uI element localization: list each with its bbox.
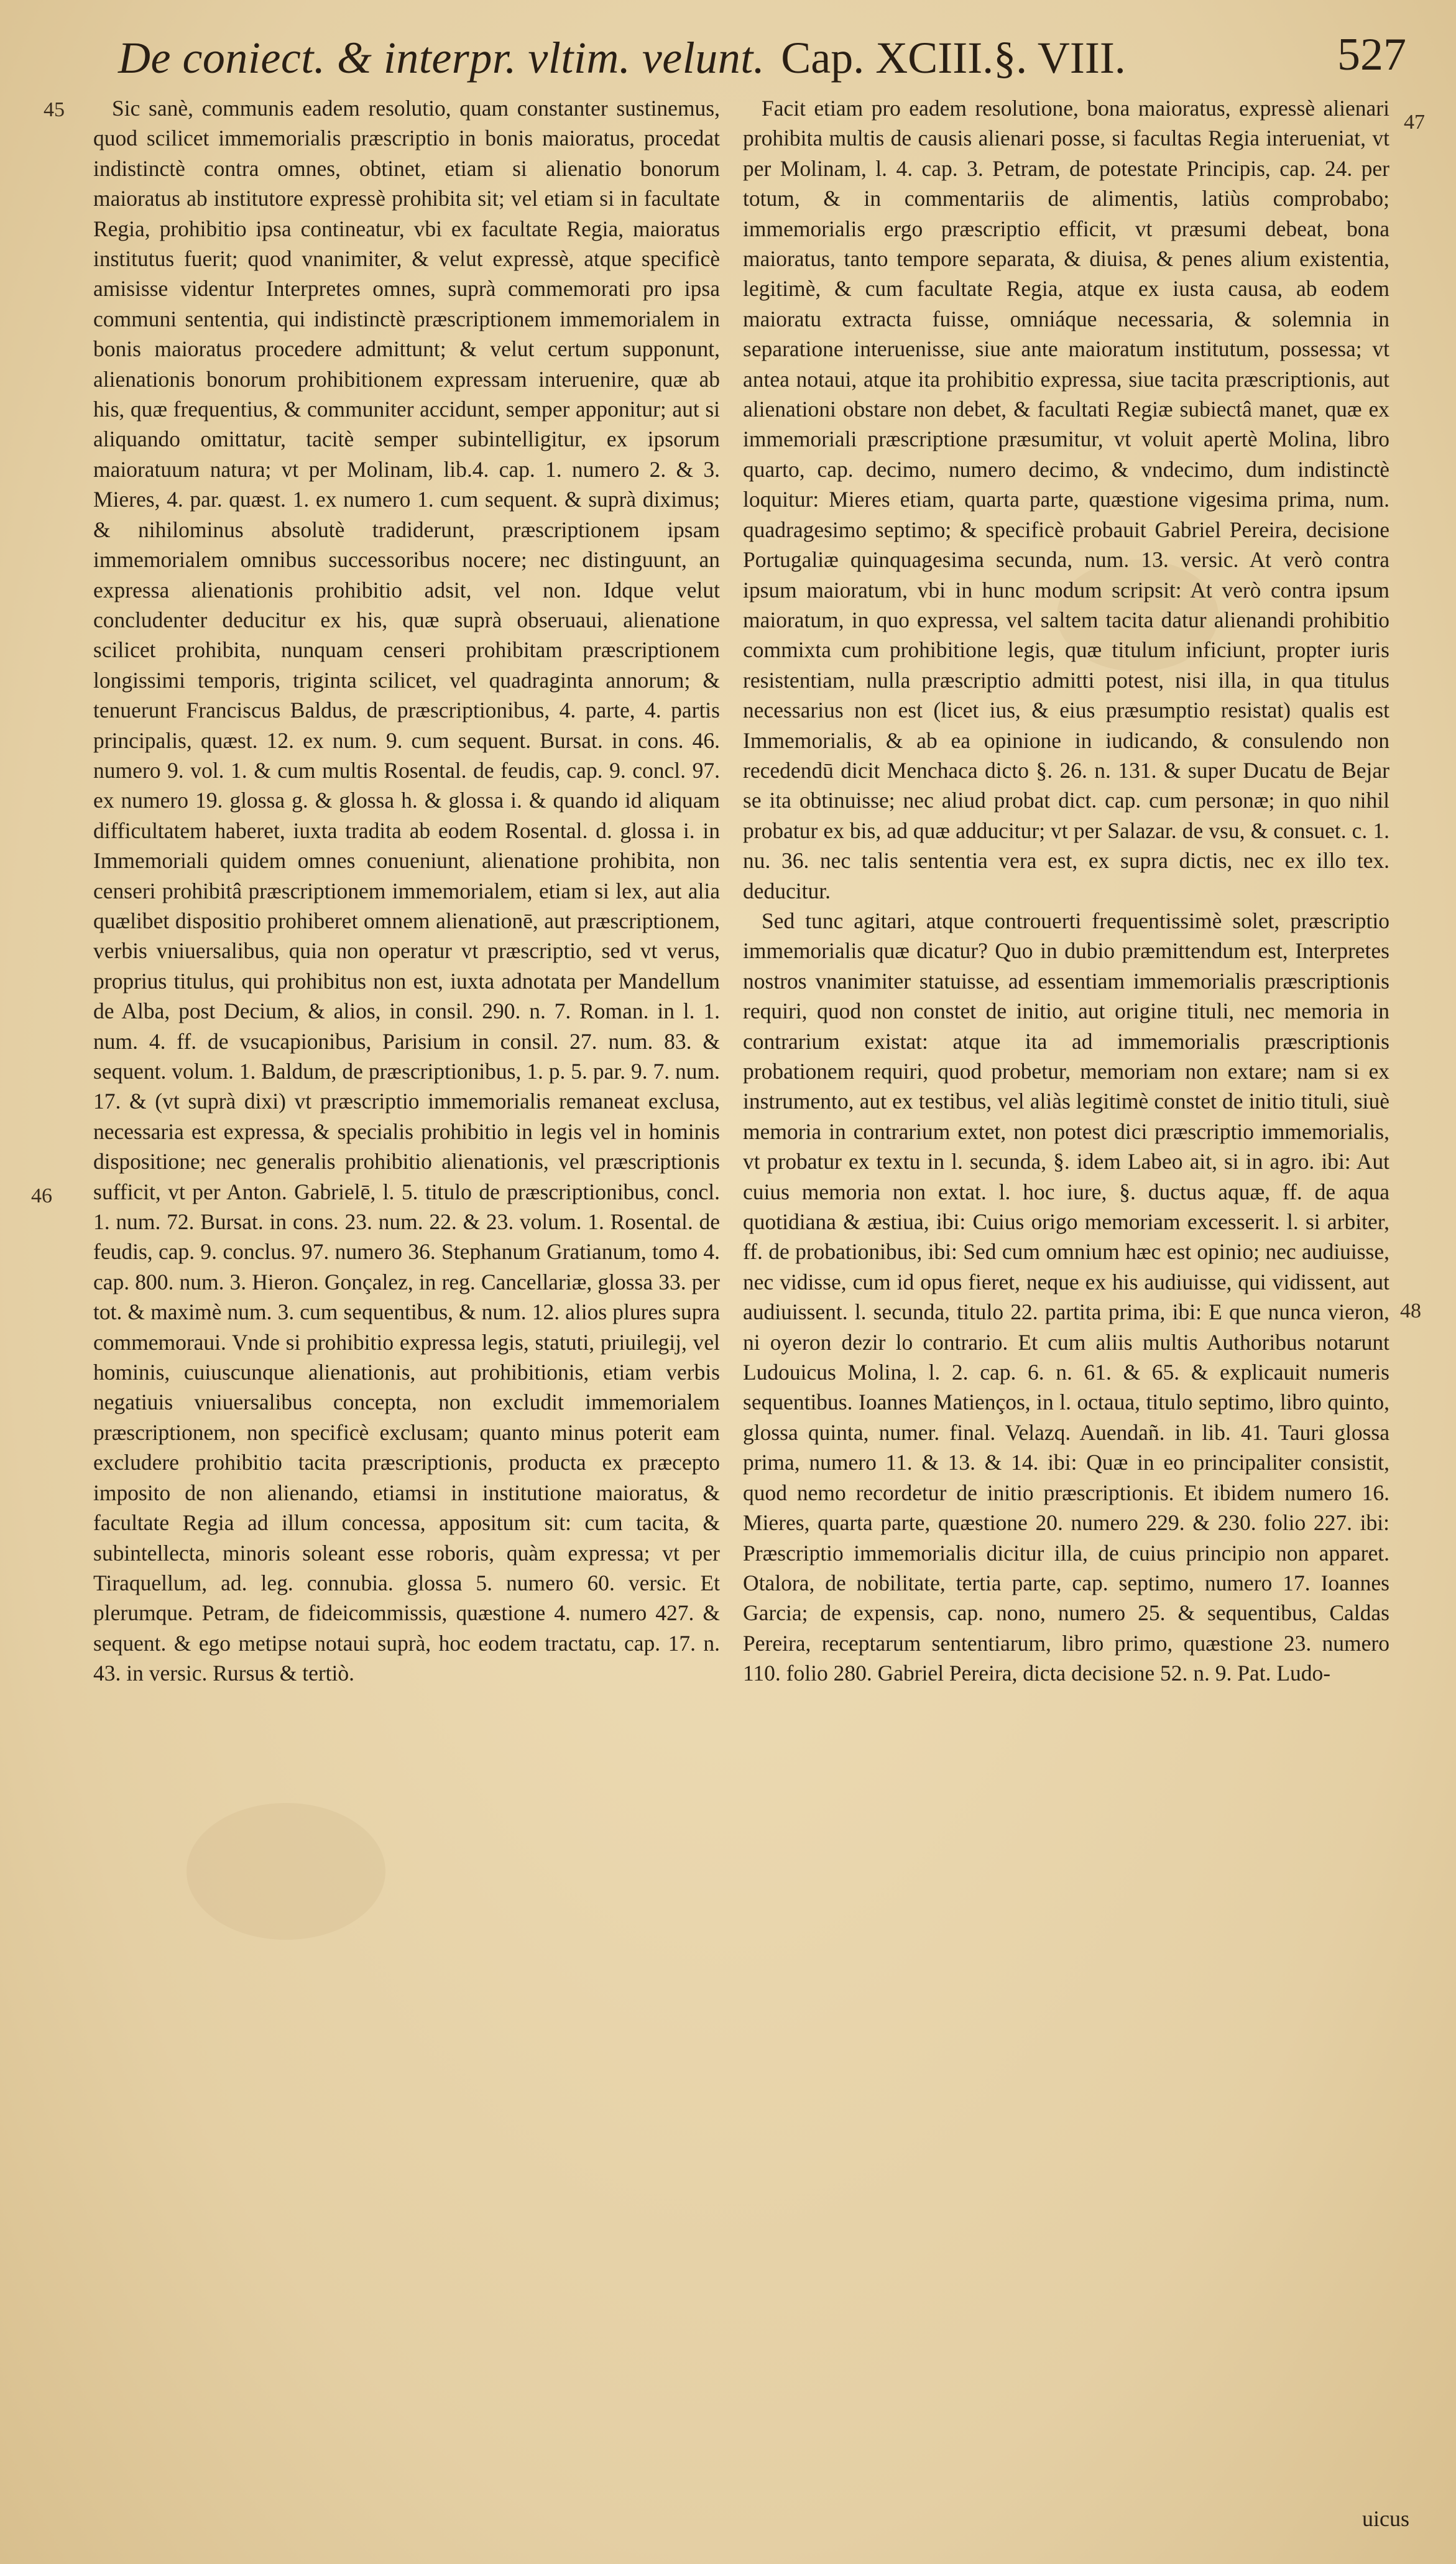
left-column bbox=[93, 93, 720, 1689]
page-number: 527 bbox=[1337, 29, 1406, 80]
catchword: uicus bbox=[1362, 2506, 1409, 2531]
paragraph: Sic sanè, communis eadem resolutio, quam constanter sustinemus, quod scilicet immemorialis præscriptio in bonis maioratus, procedat indistinctè contra omnes, obtinet, etiam si alienatio bonorum maioratus ab institutore expressè prohibita sit; vel etiam si in facultate Regia, prohibitio ipsa contineatur, vbi ex facultate Regia, maioratus institutus fuerit; quod vnanimiter, & velut expressè, atque specificè amisisse videntur Interpretes omnes, suprà commemorati pro ipsa communi sententia, qui indistinctè præscriptionem immemorialem in bonis maioratus procedere admittunt; & velut certum supponunt, alienationis bonorum prohibitionem expressam interuenire, quæ ab his, quæ frequentius, & communiter accidunt, semper apponitur; aut si aliquando omittatur, tacitè semper subintelligitur, ex ipsorum maioratuum natura; vt per Molinam, lib.4. cap. 1. numero 2. & 3. Mieres, 4. par. quæst. 1. ex numero 1. cum sequent. & suprà diximus; & nihilominus absolutè tradiderunt, præscriptionem ipsam immemorialem omnibus successoribus nocere; nec distinguunt, an expressa alienationis prohibitio adsit, vel non. Idque velut concludenter deducitur ex his, quæ suprà obseruaui, alienatione scilicet prohibita, nunquam censeri prohibitam præscriptionem longissimi temporis, triginta scilicet, vel quadraginta annorum; & tenuerunt Franciscus Baldus, de præscriptionibus, 4. parte, 4. partis principalis, quæst. 12. ex num. 9. cum sequent. Bursat. in cons. 46. numero 9. vol. 1. & cum multis Rosental. de feudis, cap. 9. concl. 97. ex numero 19. glossa g. & glossa h. & glossa i. & quando id aliquam difficultatem haberet, iuxta tradita ab eodem Rosental. d. glossa i. in Immemoriali quidem omnes conueniunt, alienatione prohibita, non censeri prohibitâ præscriptionem immemorialem, etiam si lex, aut alia quælibet dispositio prohiberet omnem alienationē, aut præscriptionem, verbis vniuersalibus, quia non operatur vt præscriptio, sed vt verus, proprius titulus, qui prohibitus non est, iuxta adnotata per Mandellum de Alba, post Decium, & alios, in consil. 290. n. 7. Roman. in l. 1. num. 4. ff. de vsucapionibus, Parisium in consil. 27. num. 83. & sequent. volum. 1. Baldum, de præscriptionibus, 1. p. 5. par. 9. 7. num. 17. & (vt suprà dixi) vt præscriptio immemorialis remaneat exclusa, necessaria est expressa, & specialis prohibitio in legis vel in hominis dispositione; nec generalis prohibitio alienationis, vel præscriptionis sufficit, vt per Anton. Gabrielē, l. 5. titulo de præscriptionibus, concl. 1. num. 72. Bursat. in cons. 23. num. 22. & 23. volum. 1. Rosental. de feudis, cap. 9. conclus. 97. numero 36. Stephanum Gratianum, tomo 4. cap. 800. num. 3. Hieron. Gonçalez, in reg. Cancellariæ, glossa 33. per tot. & maximè num. 3. cum sequentibus, & num. 12. alios plures supra commemoraui. Vnde si prohibitio expressa legis, statuti, priuilegij, vel hominis, cuiuscunque alienationis, aut prohibitionis, etiam verbis negatiuis vniuersalibus concepta, non excludit immemorialem præscriptionem, non specificè exclusam; quanto minus poterit eam excludere prohibitio tacita præscriptionis, producta ex præcepto imposito de non alienando, etiamsi in institutione maioratus, & facultate Regia ad illum concessa, appositum sit: cum tacita, & subintellecta, minoris soleant esse roboris, quàm expressa; vt per Tiraquellum, ad. leg. connubia. glossa 5. numero 60. versic. Et plerumque. Petram, de fideicommissis, quæstione 4. numero 427. & sequent. & ego metipse notaui suprà, hoc eodem tractatu, cap. 17. n. 43. in versic. Rursus & tertiò. bbox=[93, 96, 720, 1686]
margin-number-46: 46 bbox=[31, 1184, 52, 1207]
running-title: De coniect. & interpr. vltim. velunt. bbox=[118, 33, 765, 83]
right-column bbox=[743, 93, 1389, 1689]
paper-stain bbox=[187, 1803, 385, 1940]
paragraph: Sed tunc agitari, atque controuerti frequentissimè solet, præscriptio immemorialis quæ dicatur? Quo in dubio præmittendum est, Interpretes nostros vnanimiter statuisse, ad essentiam immemorialis præscriptionis requiri, quod non constet de initio, aut origine tituli, nec memoria in contrarium existat: atque ita ad immemorialis præscriptionis probationem requiri, quod probetur, memoriam non extare; nam si ex instrumento, aut ex testibus, vel aliàs legitimè constet de initio tituli, siuè memoria in contrarium extet, non potest dici præscriptio immemorialis, vt probatur ex textu in l. secunda, §. idem Labeo ait, si in agro. ibi: Aut cuius memoria non extat. l. hoc iure, §. ductus aquæ, ff. de aqua quotidiana & æstiua, ibi: Cuius origo memoriam excesserit. l. si arbiter, ff. de probationibus, ibi: Sed cum omnium hæc est opinio; nec audiuisse, nec vidisse, cum id opus fieret, neque ex his audiuisse, qui vidissent, aut audiuissent. l. secunda, titulo 22. partita prima, ibi: E que nunca vieron, ni oyeron dezir lo contrario. Et cum aliis multis Authoribus notarunt Ludouicus Molina, l. 2. cap. 6. n. 61. & 65. & explicauit numeris sequentibus. Ioannes Matienços, in l. octaua, titulo septimo, libro quinto, glossa quinta, numer. final. Velazq. Auendañ. in lib. 41. Tauri glossa prima, numero 11. & 13. & 14. ibi: Quæ in eo principaliter consistit, quod nemo recordetur de initio præscriptionis. Et ibidem numero 16. Mieres, quarta parte, quæstione 20. numero 229. & 230. folio 227. ibi: Præscriptio immemorialis dicitur illa, de cuius principio non apparet. Otalora, de nobilitate, tertia parte, cap. septimo, numero 17. Ioannes Garcia; de expensis, cap. nono, numero 25. & sequentibus, Caldas Pereira, receptarum sententiarum, libro primo, quæstione 23. numero 110. folio 280. Gabriel Pereira, dicta decisione 52. n. 9. Pat. Ludo- bbox=[743, 908, 1389, 1686]
running-header bbox=[118, 29, 1419, 84]
margin-number-47: 47 bbox=[1404, 111, 1425, 134]
chapter-reference: Cap. XCIII.§. VIII. bbox=[781, 33, 1126, 83]
margin-number-48: 48 bbox=[1400, 1299, 1421, 1322]
margin-number-45: 45 bbox=[44, 98, 65, 121]
paragraph: Facit etiam pro eadem resolutione, bona maioratus, expressè alienari prohibita multis de causis alienari posse, si facultas Regia interueniat, vt per Molinam, l. 4. cap. 3. Petram, de potestate Principis, cap. 24. per totum, & in commentariis de alimentis, latiùs comprobabo; immemorialis ergo præscriptio efficit, vt præsumi debeat, bona maioratus, tanto tempore separata, & diuisa, & penes alium existentia, legitimè, & cum facultate Regia, atque ex iusta causa, ab eodem maioratu extracta fuisse, omniáque necessaria, & solemnia in separatione interuenisse, siue ante maioratum institutum, possessa; vt antea notaui, atque ita prohibitio expressa, siue tacita præscriptionis, aut alienationi obstare non debet, & facultati Regiæ subiectâ manet, quæ ex immemoriali præscriptione præsumitur, vt voluit apertè Molina, libro quarto, cap. decimo, numero decimo, & vndecimo, dum indistinctè loquitur: Mieres etiam, quarta parte, quæstione vigesima prima, num. quadragesimo septimo; & specificè probauit Gabriel Pereira, decisione Portugaliæ quinquagesima secunda, num. 13. versic. At verò contra ipsum maioratum, vbi in hunc modum scripsit: At verò contra ipsum maioratum, in quo expressa, vel saltem tacita datur alienandi prohibitio commixta cum prohibitione legis, quæ titulum inficiunt, propter iuris resistentiam, nulla præscriptio admitti potest, nisi illa, in qua titulus necessarius non est (licet ius, & eius præsumptio resistat) qualis est Immemorialis, & ab ea opinione in iudicando, & consulendo non recedendū dicit Menchaca dicto §. 26. n. 131. & super Ducatu de Bejar se ita obtinuisse; nec aliud probat dict. cap. cum personæ; in quo nihil probatur ex bis, ad quæ adducitur; vt per Salazar. de vsu, & consuet. c. 1. nu. 36. nec talis sententia vera est, ex supra dictis, nec ex illo tex. deducitur. bbox=[743, 96, 1389, 903]
